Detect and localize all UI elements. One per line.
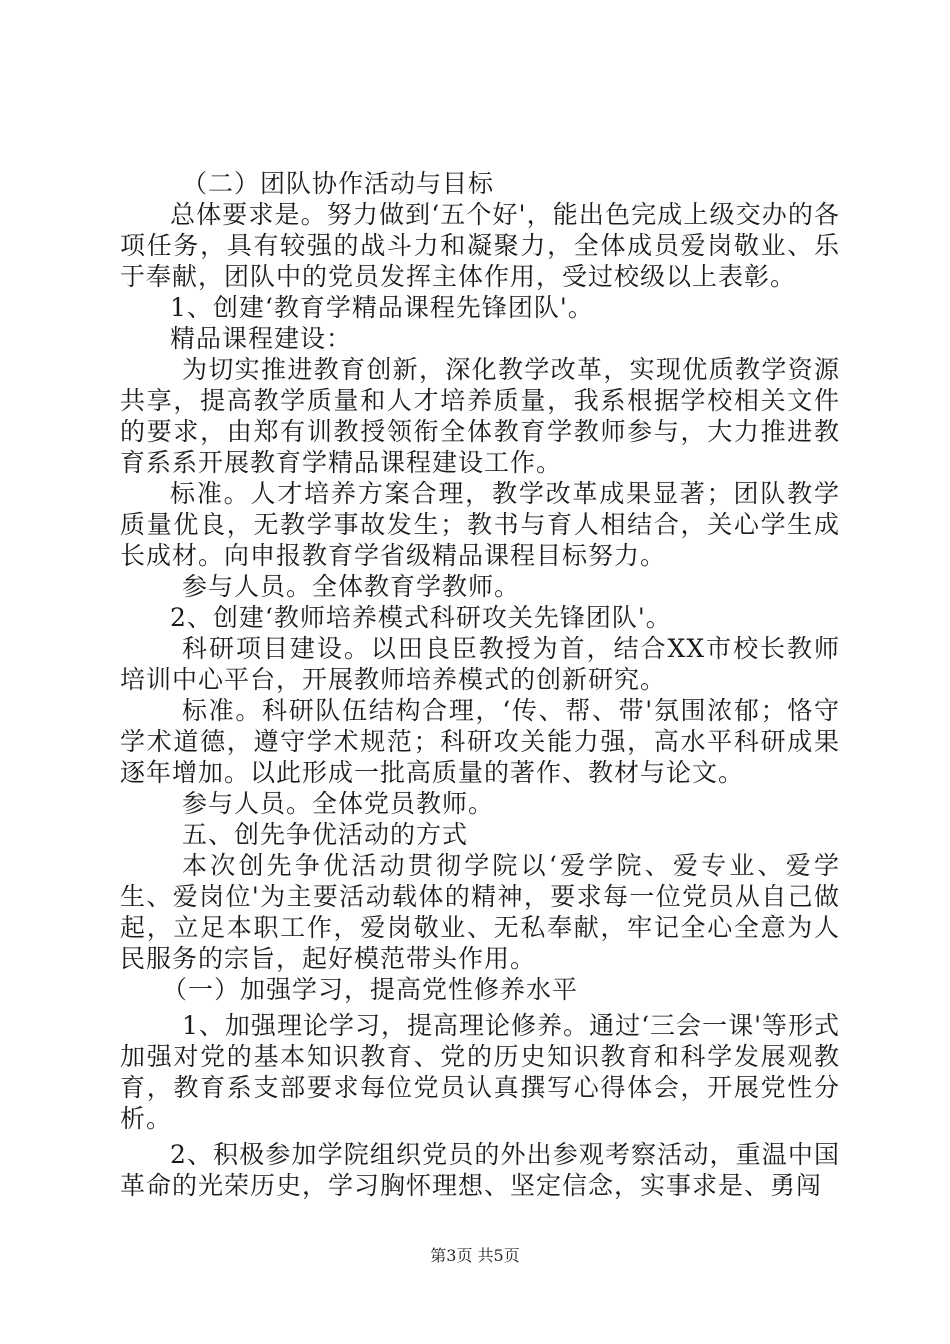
paragraph-participants-2: 参与人员。全体党员教师。 [182,789,495,818]
paragraph-participants-1: 参与人员。全体教育学教师。 [182,572,521,601]
paragraph-overall-requirement: 总体要求是。努力做到‘五个好'，能出色完成上级交办的各项任务，具有较强的战斗力和凝聚力，全体成员爱岗敬业、乐于奉献，团队中的党员发挥主体作用，受过校级以上表彰。 [120,200,840,291]
document-body [120,168,840,1201]
paragraph-standard-2: 标准。科研队伍结构合理，‘传、帮、带'氛围浓郁；恪守学术道德，遵守学术规范；科研攻关能力强，高水平科研成果逐年增加。以此形成一批高质量的著作、教材与论文。 [120,696,840,787]
section-heading-methods: 五、创先争优活动的方式 [182,820,469,849]
paragraph-study-1: 1、加强理论学习，提高理论修养。通过‘三会一课'等形式加强对党的基本知识教育、党的历史知识教育和科学发展观教育，教育系支部要求每位党员认真撰写心得体会，开展党性分析。 [120,1011,840,1133]
paragraph-research-project: 科研项目建设。以田良臣教授为首，结合XX市校长教师培训中心平台，开展教师培养模式的创新研究。 [120,634,840,694]
paragraph-course-building: 精品课程建设： [170,324,353,353]
paragraph-methods-intro: 本次创先争优活动贯彻学院以‘爱学院、爱专业、爱学生、爱岗位'为主要活动载体的精神，要求每一位党员从自己做起，立足本职工作，爱岗敬业、无私奉献，牢记全心全意为人民服务的宗旨，起好模范带头作用。 [120,851,840,973]
paragraph-course-description: 为切实推进教育创新，深化教学改革，实现优质教学资源共享，提高教学质量和人才培养质量，我系根据学校相关文件的要求，由郑有训教授领衔全体教育学教师参与，大力推进教育系系开展教育学精品课程建设工作。 [120,355,840,477]
paragraph-item-2: 2、创建‘教师培养模式科研攻关先锋团队'。 [170,603,672,632]
section-heading-team-activity: （二）团队协作活动与目标 [182,169,495,198]
paragraph-study-2: 2、积极参加学院组织党员的外出参观考察活动，重温中国革命的光荣历史，学习胸怀理想、坚定信念，实事求是、勇闯 [120,1140,840,1200]
section-heading-study: （一）加强学习，提高党性修养水平 [162,975,579,1004]
paragraph-standard-1: 标准。人才培养方案合理，教学改革成果显著；团队教学质量优良，无教学事故发生；教书与育人相结合，关心学生成长成材。向申报教育学省级精品课程目标努力。 [120,479,840,570]
page-number-footer: 第3页 共5页 [430,1246,520,1265]
paragraph-item-1: 1、创建‘教育学精品课程先锋团队'。 [170,293,594,322]
